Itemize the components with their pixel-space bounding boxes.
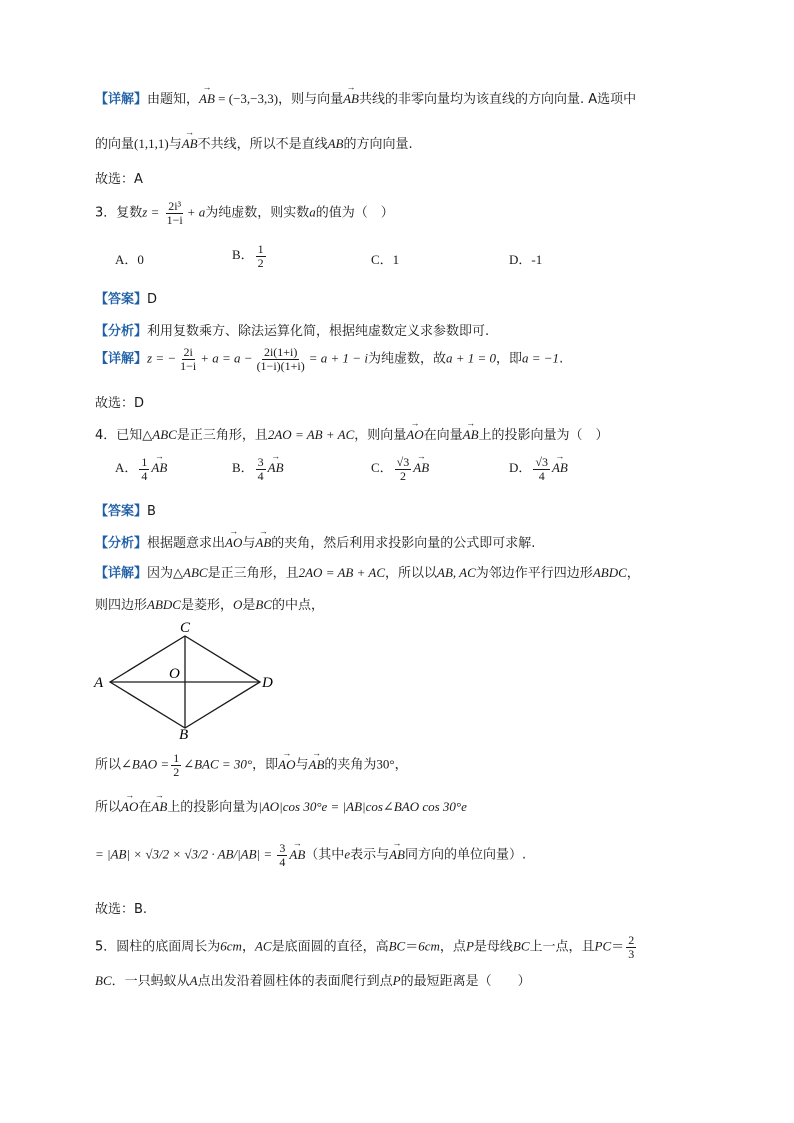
text: 的向量 — [95, 137, 135, 152]
vector-ab: → AB — [199, 91, 215, 107]
numerator: 2i(1+i) — [263, 345, 298, 359]
math: AB — [327, 136, 344, 151]
fraction — [395, 456, 412, 482]
text: 的中点， — [272, 598, 325, 613]
vector-ab: → AB — [413, 460, 429, 476]
vector-ab: → AB — [552, 460, 568, 476]
vector-ao: → AO — [278, 757, 295, 773]
vector-ab: → AB — [151, 799, 167, 815]
option-c: C．1 — [371, 252, 400, 267]
answer-line — [95, 500, 156, 519]
math: △ABC — [173, 565, 208, 580]
question-4-stem — [95, 424, 609, 443]
fraction — [165, 200, 185, 226]
analysis-tag: 【分析】 — [95, 324, 148, 339]
vector-ab: → AB — [255, 535, 271, 551]
fraction — [178, 346, 198, 372]
label: B． — [232, 247, 254, 263]
text: 与 — [242, 536, 256, 551]
text: 为纯虚数，故 — [367, 351, 446, 367]
option-d: D．-1 — [509, 252, 543, 267]
detail-line — [95, 346, 563, 372]
vertex-b-label: B — [179, 727, 189, 740]
math: e — [344, 846, 351, 862]
math: O — [232, 597, 243, 612]
vector-ab: → AB — [343, 91, 359, 107]
detail-line-2 — [95, 594, 324, 613]
detail-tag: 【详解】 — [95, 566, 148, 581]
label: C． — [371, 460, 393, 476]
math: = (−3,−3,3) — [214, 91, 279, 106]
numerator: 3 — [279, 841, 286, 855]
math: BC — [388, 938, 406, 954]
numerator: 2 — [628, 933, 635, 947]
answer-value: B — [147, 504, 156, 519]
vertex-d-label: D — [262, 675, 273, 691]
detail-line-3 — [95, 752, 408, 778]
denominator: 2 — [173, 764, 180, 779]
rhombus-diagram — [90, 618, 290, 740]
vector-ao: → AO — [225, 535, 242, 551]
detail-tag: 【详解】 — [95, 92, 148, 107]
detail-line-2 — [95, 133, 413, 152]
detail-line-5 — [95, 842, 526, 868]
text: 是正三角形，且 — [207, 566, 299, 581]
choice-line: 故选：A — [95, 172, 143, 187]
vector-ao: → AO — [121, 799, 138, 815]
text: ＝ — [611, 939, 625, 955]
text: 是 — [242, 598, 256, 613]
detail-line-1 — [95, 88, 636, 107]
numerator: 2i³ — [168, 199, 182, 213]
choice-line: 故选：B. — [95, 902, 148, 917]
vector-ab: → AB — [309, 757, 325, 773]
text: （其中 — [305, 847, 345, 863]
math: = |AB| × √3/2 × √3/2 · AB/|AB| = — [95, 846, 276, 862]
question-3-stem — [95, 200, 394, 226]
denominator: 4 — [538, 468, 545, 483]
math: 30° — [376, 756, 395, 772]
text: 的夹角，然后利用求投影向量的公式即可求解. — [271, 536, 536, 551]
fraction — [277, 842, 287, 868]
text: 由题知， — [147, 92, 200, 107]
analysis-line — [95, 532, 535, 551]
text: ，则与向量 — [278, 92, 344, 107]
text: ，即 — [496, 351, 523, 367]
text: 的方向向量. — [343, 137, 413, 152]
math: z = − — [147, 350, 177, 366]
vector-ab: → AB — [182, 136, 198, 152]
denominator: 1−i — [180, 358, 197, 373]
numerator: 1 — [257, 242, 264, 256]
math: + a = a − — [200, 350, 253, 366]
vertex-a-label: A — [94, 675, 104, 691]
center-o-label: O — [169, 666, 180, 682]
answer-line — [95, 288, 157, 307]
math: 2AO = AB + AC — [267, 427, 355, 442]
text: 表示与 — [350, 847, 390, 863]
denominator: 4 — [279, 854, 286, 869]
text: 所以 — [95, 800, 122, 815]
math: = a + 1 − i — [308, 350, 368, 366]
text: 在 — [138, 800, 152, 815]
denominator: 2 — [399, 468, 406, 483]
text: . — [559, 351, 564, 367]
text: ， — [626, 566, 640, 581]
math: ABDC — [147, 597, 181, 612]
text: ， — [394, 757, 408, 773]
denominator: 2 — [257, 255, 264, 270]
option-a — [115, 456, 167, 482]
text: 上的投影向量为 — [167, 800, 259, 815]
text: 根据题意求出 — [147, 536, 226, 551]
fraction — [255, 346, 307, 372]
text: ＝ — [405, 939, 419, 955]
label: D． — [509, 460, 532, 476]
numerator: 1 — [141, 455, 148, 469]
text: ，所以以 — [385, 566, 438, 581]
numerator: 2i — [183, 345, 193, 359]
math: 6cm — [418, 938, 440, 954]
fraction — [533, 456, 550, 482]
analysis-tag: 【分析】 — [95, 536, 148, 551]
text: 同方向的单位向量）. — [405, 847, 527, 863]
question-5-line-1 — [95, 934, 638, 960]
text: 不共线，所以不是直线 — [197, 137, 328, 152]
denominator: 1−i — [166, 212, 183, 227]
text: ，则向量 — [354, 428, 407, 443]
math: P — [392, 973, 401, 988]
answer-tag: 【答案】 — [95, 292, 148, 307]
text: 因为 — [147, 566, 174, 581]
vector-ab: → AB — [463, 427, 479, 443]
math: PC — [594, 938, 612, 954]
vector-ab: → AB — [289, 847, 305, 863]
vector-ab: → AB — [268, 460, 284, 476]
fraction — [256, 456, 266, 482]
math: ∠BAO = — [121, 756, 170, 772]
text: 共线的非零向量均为该直线的方向向量. A选项中 — [358, 92, 637, 107]
text: 与 — [168, 137, 182, 152]
numerator: 3 — [257, 455, 264, 469]
text: 在向量 — [423, 428, 463, 443]
text: 是底面圆的直径，高 — [271, 939, 389, 955]
text: 则四边形 — [95, 598, 148, 613]
math: + a — [186, 204, 206, 220]
fraction — [626, 934, 636, 960]
text: 为邻边作平行四边形 — [475, 566, 593, 581]
numerator: 1 — [173, 751, 180, 765]
analysis-line — [95, 320, 489, 339]
text: 上的投影向量为（ ） — [478, 428, 609, 443]
answer-value: D — [147, 292, 158, 307]
math: z = — [142, 204, 163, 220]
math: 6cm — [220, 938, 242, 954]
math: △ABC — [142, 427, 177, 442]
label: B． — [232, 460, 254, 476]
text: 是母线 — [473, 939, 513, 955]
math: (1,1,1) — [134, 136, 169, 151]
option-b — [232, 456, 284, 482]
option-b — [232, 243, 268, 269]
text: 与 — [295, 757, 309, 773]
text: 3．复数 — [95, 205, 143, 221]
option-c — [371, 456, 429, 482]
denominator: (1−i)(1+i) — [256, 358, 305, 373]
option-d — [509, 456, 568, 482]
detail-line-4 — [95, 796, 467, 815]
text: ，点 — [439, 939, 466, 955]
math: |AO|cos 30°e = |AB|cos∠BAO cos 30°e — [258, 799, 467, 814]
numerator: √3 — [535, 455, 548, 469]
math: AC — [254, 938, 272, 954]
text: 4．已知 — [95, 428, 143, 443]
text: 上一点，且 — [529, 939, 595, 955]
math: a = −1 — [522, 350, 560, 366]
numerator: √3 — [396, 455, 410, 469]
text: 的最短距离是（ ） — [400, 974, 531, 989]
question-5-line-2 — [95, 970, 531, 989]
choice-line: 故选：D — [95, 396, 145, 411]
detail-tag: 【详解】 — [95, 351, 148, 367]
math: 2AO = AB + AC — [298, 565, 386, 580]
denominator: 4 — [257, 468, 264, 483]
fraction — [256, 243, 266, 269]
fraction — [171, 752, 181, 778]
vector-ab: → AB — [389, 847, 405, 863]
math: BC — [512, 938, 530, 954]
answer-tag: 【答案】 — [95, 504, 148, 519]
text: 点出发沿着圆柱体的表面爬行到点 — [197, 974, 393, 989]
math: ABDC — [592, 565, 627, 580]
math: a + 1 = 0 — [445, 350, 496, 366]
math: A — [189, 973, 198, 988]
denominator: 3 — [628, 946, 635, 961]
option-a: A．0 — [115, 252, 144, 267]
math: AB, AC — [437, 565, 476, 580]
text: ， — [241, 939, 255, 955]
text: ．一只蚂蚁从 — [111, 974, 190, 989]
text: 5．圆柱的底面周长为 — [95, 939, 221, 955]
denominator: 4 — [141, 468, 148, 483]
math: BC — [95, 973, 112, 988]
detail-line-1 — [95, 562, 640, 581]
label: A． — [115, 460, 138, 476]
text: 是菱形， — [180, 598, 233, 613]
vector-ao: → AO — [406, 427, 423, 443]
text: 的值为（ ） — [315, 205, 394, 221]
text: 是正三角形，且 — [176, 428, 268, 443]
vector-ab: → AB — [151, 460, 167, 476]
math: a — [309, 204, 316, 220]
fraction — [139, 456, 149, 482]
math: BC — [255, 597, 273, 612]
text: ，即 — [252, 757, 279, 773]
vertex-c-label: C — [180, 620, 191, 636]
text: 所以 — [95, 757, 122, 773]
math: P — [465, 938, 474, 954]
math: ∠BAC = 30° — [183, 756, 253, 772]
text: 的夹角为 — [324, 757, 377, 773]
text: 利用复数乘方、除法运算化简，根据纯虚数定义求参数即可. — [147, 324, 490, 339]
text: 为纯虚数，则实数 — [205, 205, 310, 221]
